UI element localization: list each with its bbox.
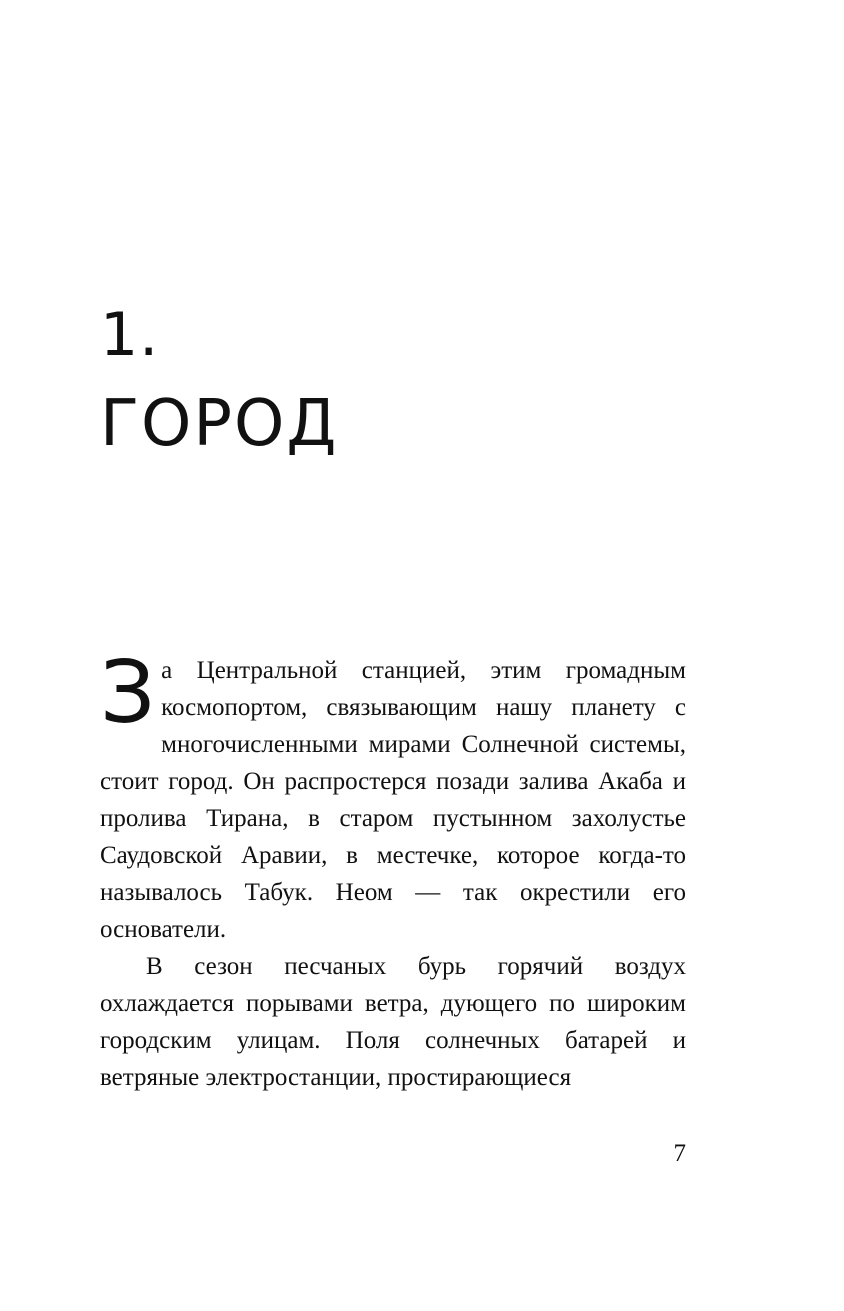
chapter-body xyxy=(100,643,686,1096)
chapter-title: ГОРОД xyxy=(100,387,339,461)
paragraph-1-text: а Центральной станцией, этим громадным космопортом, связывающим нашу планету с многочисленными мирами Солнечной системы, стоит город. Он распростерся позади залива Акаба и пролива Тирана, в старом пустынном захолустье Саудовской Аравии, в местечке, которое когда-то называлось Табук. Неом — так окрестили его основатели. xyxy=(100,657,686,943)
paragraph-1 xyxy=(100,643,686,948)
drop-cap: З xyxy=(100,643,156,743)
paragraph-2: В сезон песчаных бурь горячий воздух охлаждается порывами ветра, дующего по широким городским улицам. Поля солнечных батарей и ветряные электростанции, простирающиеся xyxy=(100,953,686,1091)
page-number: 7 xyxy=(673,1140,686,1167)
chapter-number: 1. xyxy=(100,300,160,370)
